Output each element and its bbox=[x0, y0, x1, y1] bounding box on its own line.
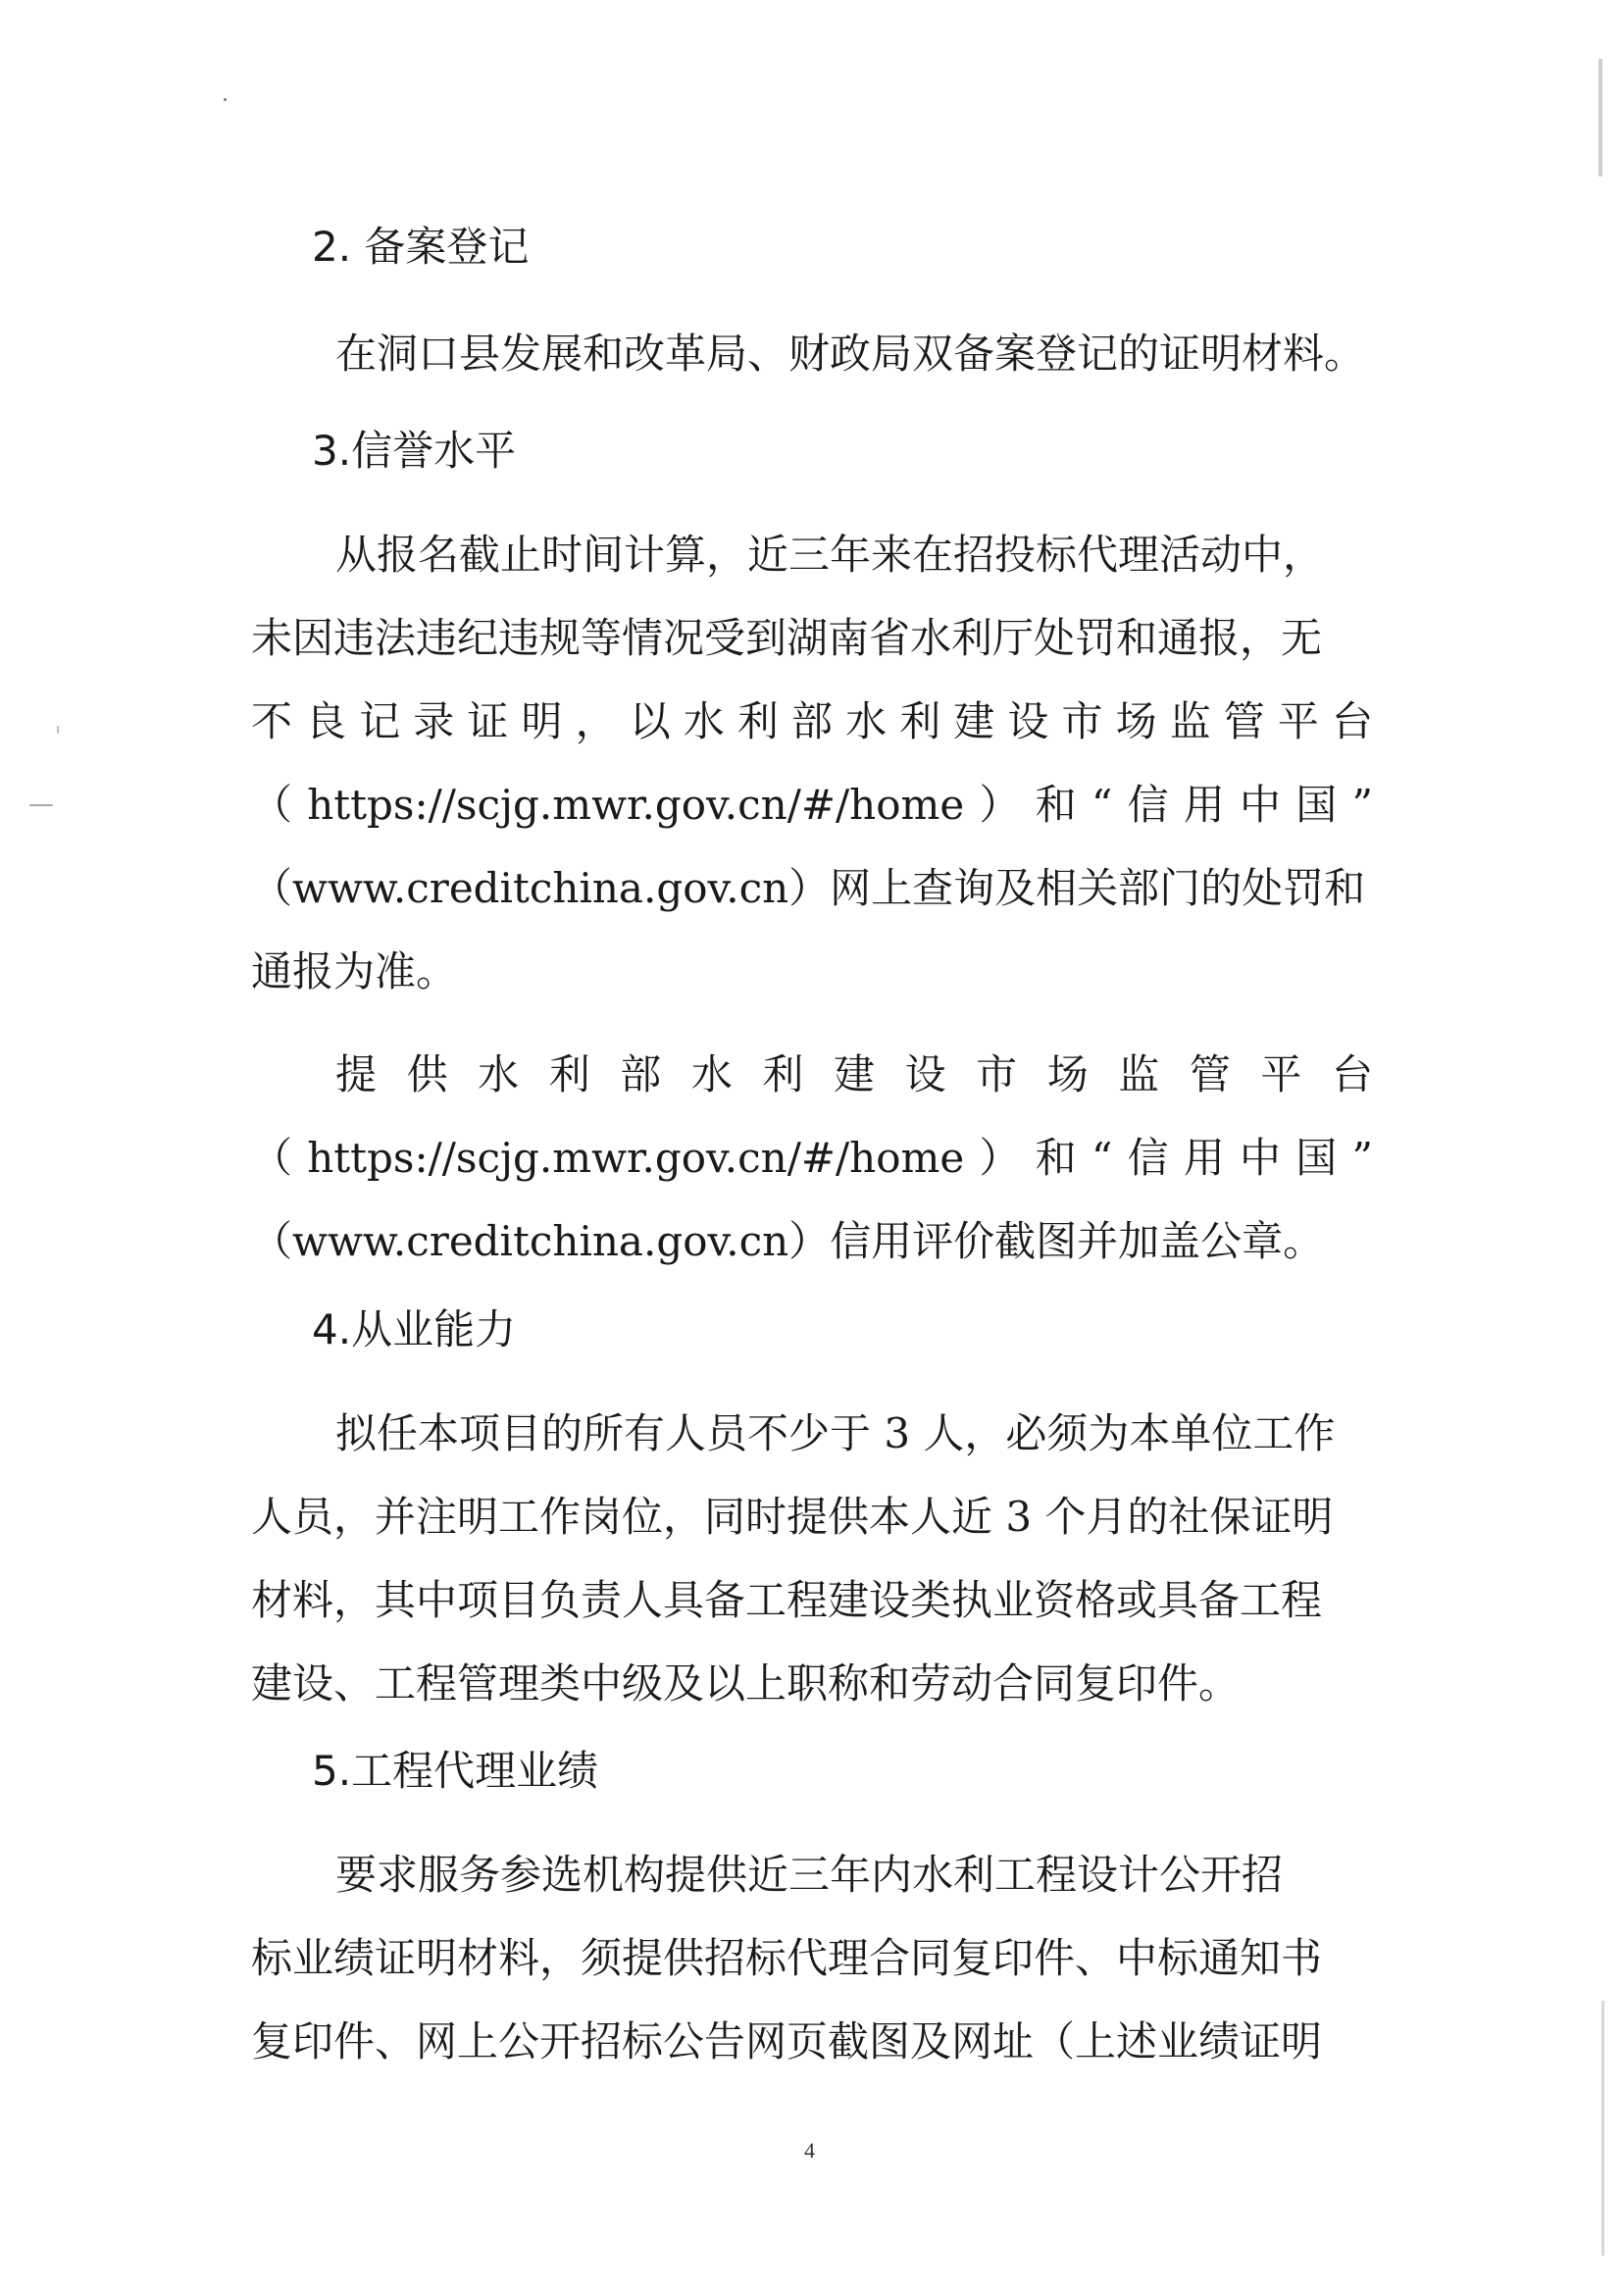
scan-speck bbox=[1599, 59, 1602, 177]
paragraph-line: 不良记录证明，以水利部水利建设市场监管平台 bbox=[251, 697, 1373, 745]
scan-speck bbox=[57, 726, 59, 734]
scan-speck bbox=[224, 98, 227, 101]
paragraph-line: 从报名截止时间计算，近三年来在招投标代理活动中， bbox=[335, 531, 1325, 579]
paragraph-line: （www.creditchina.gov.cn）信用评价截图并加盖公章。 bbox=[251, 1217, 1325, 1265]
section-heading-5: 5.工程代理业绩 bbox=[312, 1747, 599, 1795]
paragraph-line: 提供水利部水利建设市场监管平台 bbox=[335, 1050, 1373, 1098]
paragraph-line: 未因违法违纪违规等情况受到湖南省水利厅处罚和通报，无 bbox=[251, 614, 1323, 662]
paragraph-line: （https://scjg.mwr.gov.cn/#/home）和“信用中国” bbox=[251, 1134, 1373, 1182]
paragraph-line: 标业绩证明材料，须提供招标代理合同复印件、中标通知书 bbox=[251, 1934, 1323, 1982]
page-number: 4 bbox=[804, 2138, 815, 2163]
paragraph-line: 拟任本项目的所有人员不少于 3 人，必须为本单位工作 bbox=[335, 1409, 1336, 1457]
paragraph-line: （https://scjg.mwr.gov.cn/#/home）和“信用中国” bbox=[251, 781, 1373, 829]
paragraph-line: 材料，其中项目负责人具备工程建设类执业资格或具备工程 bbox=[251, 1576, 1323, 1624]
paragraph-line: 要求服务参选机构提供近三年内水利工程设计公开招 bbox=[335, 1851, 1284, 1899]
section-heading-2: 2. 备案登记 bbox=[312, 223, 530, 271]
paragraph-line: 在洞口县发展和改革局、财政局双备案登记的证明材料。 bbox=[335, 330, 1366, 378]
section-heading-4: 4.从业能力 bbox=[312, 1305, 517, 1353]
paragraph-line: 人员，并注明工作岗位，同时提供本人近 3 个月的社保证明 bbox=[251, 1493, 1334, 1541]
paragraph-line: 复印件、网上公开招标公告网页截图及网址（上述业绩证明 bbox=[251, 2017, 1323, 2065]
paragraph-line: 通报为准。 bbox=[251, 947, 458, 995]
scan-speck bbox=[29, 804, 53, 806]
section-heading-3: 3.信誉水平 bbox=[312, 427, 517, 475]
scan-speck bbox=[1601, 2001, 1604, 2256]
paragraph-line: （www.creditchina.gov.cn）网上查询及相关部门的处罚和 bbox=[251, 864, 1366, 912]
paragraph-line: 建设、工程管理类中级及以上职称和劳动合同复印件。 bbox=[251, 1659, 1241, 1707]
